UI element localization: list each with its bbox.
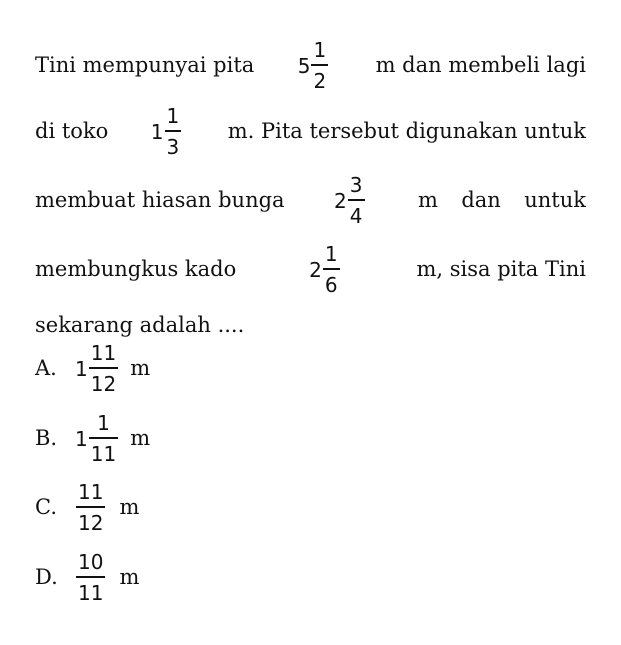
mixed-number	[309, 244, 343, 295]
fraction	[311, 40, 328, 91]
whole-part: 1	[150, 119, 164, 144]
denominator: 11	[90, 442, 117, 466]
question-text: m dan membeli lagi	[375, 53, 586, 77]
whole-part: 5	[297, 53, 311, 78]
question-line-1	[35, 40, 586, 91]
option-letter: D.	[35, 565, 58, 589]
fraction-bar	[76, 576, 105, 578]
answer-option-b[interactable]	[35, 413, 586, 464]
denominator: 12	[90, 372, 117, 396]
denominator: 12	[78, 511, 104, 535]
fraction-bar	[89, 367, 118, 369]
option-letter: A.	[35, 356, 57, 380]
answer-option-d[interactable]	[35, 552, 586, 603]
whole-part: 2	[309, 257, 322, 282]
option-letter: B.	[35, 426, 58, 450]
numerator: 11	[78, 480, 104, 504]
whole-part: 1	[75, 356, 88, 381]
option-unit: m	[119, 495, 140, 519]
denominator: 6	[324, 273, 338, 297]
question-line-2	[35, 106, 586, 157]
mixed-number	[334, 175, 368, 226]
question-text: membuat hiasan bunga	[35, 188, 285, 212]
numerator: 10	[78, 550, 104, 574]
fraction	[323, 244, 340, 295]
question-text: m. Pita tersebut digunakan untuk	[227, 119, 586, 143]
numerator: 1	[324, 242, 338, 266]
denominator: 4	[349, 204, 363, 228]
fraction-bar	[165, 130, 182, 132]
whole-part: 1	[75, 426, 88, 451]
mixed-number	[298, 40, 332, 91]
numerator: 1	[313, 38, 327, 62]
denominator: 11	[78, 581, 104, 605]
mixed-number	[151, 106, 185, 157]
word: dan	[461, 188, 501, 212]
fraction	[89, 413, 118, 464]
question-text	[418, 190, 586, 211]
fraction	[76, 482, 105, 533]
option-unit: m	[130, 356, 151, 380]
question-text: sekarang adalah ....	[35, 312, 245, 337]
mixed-number	[75, 343, 122, 394]
fraction-bar	[311, 64, 328, 66]
numerator: 1	[166, 104, 180, 128]
question-text: Tini mempunyai pita	[35, 53, 255, 77]
question-line-4	[35, 244, 586, 295]
fraction	[165, 106, 182, 157]
whole-part: 2	[334, 188, 347, 213]
fraction-bar	[89, 437, 118, 439]
question-line-3	[35, 175, 586, 226]
fraction	[348, 175, 365, 226]
fraction-bar	[348, 199, 365, 201]
word: untuk	[524, 188, 586, 212]
option-letter: C.	[35, 495, 57, 519]
word: m	[417, 188, 438, 212]
fraction-bar	[323, 268, 340, 270]
numerator: 3	[349, 173, 363, 197]
mixed-number	[75, 552, 109, 603]
answer-option-c[interactable]	[35, 482, 586, 533]
question-text: m, sisa pita Tini	[416, 257, 586, 281]
option-unit: m	[119, 565, 140, 589]
question-text: di toko	[35, 119, 109, 143]
option-unit: m	[130, 426, 151, 450]
fraction	[89, 343, 118, 394]
answer-option-a[interactable]	[35, 343, 586, 394]
mixed-number	[75, 482, 109, 533]
denominator: 3	[166, 135, 180, 159]
fraction-bar	[76, 506, 105, 508]
mixed-number	[75, 413, 122, 464]
question-line-5	[35, 313, 586, 337]
denominator: 2	[313, 69, 327, 93]
fraction	[76, 552, 105, 603]
question-text: membungkus kado	[35, 257, 237, 281]
numerator: 11	[90, 341, 117, 365]
numerator: 1	[97, 411, 110, 435]
